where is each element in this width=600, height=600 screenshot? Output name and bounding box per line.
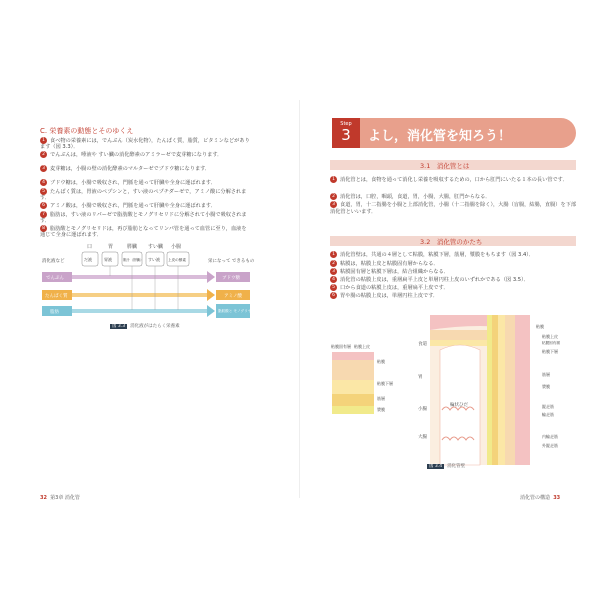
paragraph-text: 食べ物の栄養素には，でんぷん（炭水化物），たんぱく質，脂質，ビタミンなどがあります（図 3.3）． (40, 138, 250, 151)
step-badge (332, 118, 360, 148)
anat-right-label: 粘膜固有層 (542, 341, 560, 345)
step-label: Step (340, 121, 352, 127)
paragraph-text: 麦芽糖は，小腸の壁の消化酵素のマルターゼでブドウ糖になります． (50, 166, 211, 172)
page-number: 32 (40, 495, 47, 501)
paragraph-text: 脂肪は，すい液のリパーゼで脂肪酸とモノグリセリドに分解されて小腸で吸収されます． (40, 212, 247, 225)
diagram-col-header: 膵臓 (127, 244, 138, 250)
paragraph (40, 211, 250, 225)
number-badge: 8 (40, 225, 47, 232)
number-badge: 1 (330, 251, 337, 258)
paragraph (330, 260, 578, 268)
diagram-stage: すい液 (148, 257, 160, 262)
anat-layer-label: 漿膜 (377, 407, 385, 412)
paragraph-text: 脂肪酸とモノグリセリドは，再び脂肪となってリンパ管を通って血管に至り，血液を通じて全身に運ばれます． (40, 226, 247, 239)
anat-right-label: 筋層 (542, 372, 550, 377)
paragraph (330, 268, 578, 276)
center-label: 輪状ひだ (450, 403, 468, 408)
number-badge: 6 (40, 202, 47, 209)
anat-right-label: 粘膜上皮 (542, 334, 558, 339)
paragraph (40, 165, 250, 172)
paragraph-text: 食道，胃，十二指腸を小腸と上部消化管，小腸（十二指腸を除く），大腸（盲腸，結腸，直腸）を下部消化管といいます． (330, 202, 577, 215)
right-footer (520, 494, 560, 501)
diagram-right-label: 栄になって できるもの (208, 259, 255, 264)
anat-top-label: 粘膜固有層 (331, 344, 351, 349)
page-number: 33 (553, 495, 561, 501)
paragraph (330, 276, 578, 284)
diagram-row-product: アミノ酸 (224, 294, 242, 299)
number-badge: 2 (40, 151, 47, 158)
anat-right-label: 粘膜 (536, 324, 544, 329)
diagram-row-product: ブドウ糖 (222, 276, 240, 281)
anat-layer-label: 粘膜 (377, 359, 385, 364)
paragraph (330, 176, 578, 184)
number-badge: 4 (330, 276, 337, 283)
anat-layer-label: 筋層 (377, 396, 385, 401)
number-badge: 3 (330, 268, 337, 275)
diagram-row-label: たんぱく質 (45, 294, 68, 299)
diagram-col-header: 口 (87, 244, 93, 250)
paragraph (40, 225, 250, 239)
paragraph (40, 151, 250, 158)
number-badge: 1 (40, 137, 47, 144)
anat-right-label: 外縦走筋 (542, 443, 558, 448)
diagram-row-label: でんぷん (46, 276, 64, 281)
number-badge: 2 (330, 193, 337, 200)
diagram-row-label: 脂肪 (50, 310, 59, 315)
anat-top-label: 粘膜上皮 (354, 344, 370, 349)
paragraph-text: 口から食道の粘膜上皮は，重層扁平上皮です． (340, 285, 449, 291)
caption-tag: 図 3.3 (112, 324, 126, 329)
number-badge: 3 (40, 165, 47, 172)
diagram-col-header: すい臓 (148, 244, 164, 250)
number-badge: 5 (40, 188, 47, 195)
diagram-col-header: 胃 (108, 244, 114, 250)
subsection-title: 3.2 消化管のかたち (420, 238, 483, 246)
step-title: よし，消化管を知ろう！ (368, 129, 512, 144)
anat-right-label: 縦走筋 (542, 404, 554, 409)
step-number: 3 (341, 126, 351, 144)
anat-right-label: 漿膜 (542, 384, 550, 389)
diagram-stage: だ液 (84, 257, 92, 262)
paragraph (40, 137, 250, 151)
paragraph (40, 202, 250, 209)
number-badge: 2 (330, 260, 337, 267)
organ-label: 小腸 (418, 407, 427, 412)
paragraph-text: たんぱく質は，胃液のペプシンと，すい液のペプチダーゼで，アミノ酸に分解されます． (40, 189, 247, 202)
number-badge: 6 (330, 292, 337, 299)
caption-tag: 図 3.4 (429, 464, 443, 469)
diagram-left-label: 消化液など (42, 259, 65, 264)
footer-text: 消化管の構造 (520, 495, 551, 501)
number-badge: 7 (40, 211, 47, 218)
diagram-col-header: 小腸 (171, 244, 182, 250)
section-title: C. 栄養素の動態とそのゆくえ (40, 127, 134, 135)
page-gutter (299, 100, 300, 498)
paragraph-text: 消化管とは，食物を通って消化し栄養を吸収するための，口から肛門にいたる１本の長い管です． (340, 177, 568, 183)
paragraph-text: 消化管壁は，共通の４層として粘膜，粘膜下層，筋層，漿膜をもちます（図 3.4）． (340, 252, 535, 258)
paragraph-text: 消化管の粘膜上皮は，重層扁平上皮と単層円柱上皮のいずれかである（図 3.5）． (340, 277, 529, 283)
organ-label: 胃 (418, 375, 423, 380)
number-badge: 5 (330, 284, 337, 291)
caption-text: 消化液がはたらく栄養素 (130, 324, 180, 329)
paragraph (330, 251, 578, 259)
number-badge: 3 (330, 201, 337, 208)
paragraph (40, 188, 250, 202)
paragraph-text: 粘膜固有層と粘膜下層は，結合組織からなる． (340, 269, 449, 275)
diagram-stage: 上皮の酵素 (168, 258, 186, 262)
diagram-stage: 胆汁（肝臓） (123, 258, 144, 262)
organ-label: 大腸 (418, 435, 427, 440)
diagram-caption (110, 323, 180, 329)
left-footer (40, 494, 80, 501)
anat-right-label: 粘膜下層 (542, 349, 558, 354)
diagram-row-product: 脂肪酸と モノグリセリド (218, 309, 259, 313)
paragraph (330, 193, 578, 201)
anat-right-label: 輪走筋 (542, 412, 554, 417)
figure-caption (427, 463, 465, 469)
anat-layer-label: 粘膜下層 (377, 381, 393, 386)
paragraph (40, 179, 250, 186)
caption-text: 消化管壁 (447, 464, 466, 469)
subsection-bar (330, 236, 576, 246)
diagram-stage: 胃液 (104, 257, 112, 262)
subsection-bar (330, 160, 576, 170)
digestion-diagram (40, 240, 265, 335)
anat-right-label: 内輪走筋 (542, 434, 558, 439)
paragraph-text: アミノ酸は，小腸で吸収され，門脈を通って肝臓や全身に運ばれます． (50, 203, 216, 209)
paragraph-text: ブドウ糖は，小腸で吸収され，門脈を通って肝臓や全身に運ばれます． (50, 180, 216, 186)
subsection-title: 3.1 消化管とは (420, 162, 470, 170)
paragraph-text: でんぷんは，唾液や すい臓の消化酵素のアミラーゼで麦芽糖になります． (50, 152, 223, 158)
footer-text: 第3章 消化管 (50, 495, 80, 501)
paragraph (330, 292, 578, 300)
paragraph (330, 284, 578, 292)
paragraph (330, 201, 578, 215)
paragraph-text: 胃や腸の粘膜上皮は，単層円柱上皮です． (340, 293, 439, 299)
organ-label: 食道 (418, 342, 427, 347)
number-badge: 1 (330, 176, 337, 183)
paragraph-text: 消化管は，口腔，咽頭，食道，胃，小腸，大腸，肛門からなる． (340, 194, 491, 200)
number-badge: 4 (40, 179, 47, 186)
paragraph-text: 粘膜は，粘膜上皮と粘膜固有層からなる． (340, 261, 439, 267)
